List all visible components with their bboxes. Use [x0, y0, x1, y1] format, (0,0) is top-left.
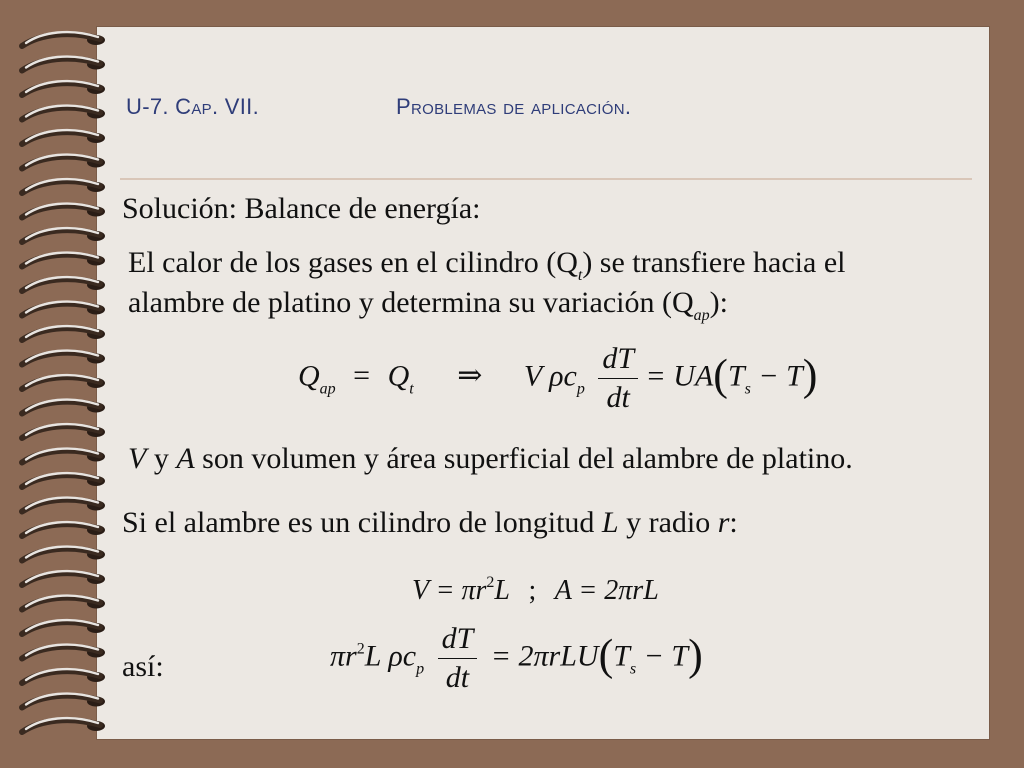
binding-ring [22, 302, 105, 316]
result-label: así: [122, 650, 164, 683]
binding-ring [22, 228, 105, 242]
binding-ring [22, 547, 105, 561]
binding-ring [22, 277, 105, 291]
header-unit: U-7. Cap. VII. [126, 94, 260, 119]
binding-ring [22, 498, 105, 512]
binding-ring [22, 179, 105, 193]
binding-ring [22, 81, 105, 95]
header-title: Problemas de aplicación. [396, 94, 632, 119]
binding-ring [22, 669, 105, 683]
binding-ring [22, 351, 105, 365]
binding-ring [22, 400, 105, 414]
binding-ring [22, 130, 105, 144]
paragraph-line-2: alambre de platino y determina su variación $(Q_{ap})$: [128, 286, 728, 324]
header-divider [120, 178, 972, 180]
binding-ring [22, 694, 105, 708]
binding-ring [22, 571, 105, 585]
variables-description: V y A son volumen y área superficial del alambre de platino. [128, 442, 853, 475]
binding-ring [22, 32, 105, 46]
binding-ring [22, 522, 105, 536]
binding-ring [22, 620, 105, 634]
paragraph-line-1: El calor de los gases en el cilindro $(Q_t)$ se transfiere hacia el [128, 246, 846, 284]
binding-ring [22, 596, 105, 610]
binding-ring [22, 204, 105, 218]
solution-heading: Solución: Balance de energía: [122, 192, 481, 225]
binding-ring [22, 106, 105, 120]
binding-ring [22, 375, 105, 389]
binding-ring [22, 449, 105, 463]
equation-result: $\pi r^2L$ $\rho c_p$ $\frac{dT}{dt}$ = $2\pi rLU(T_s - T)$ [330, 622, 703, 694]
equation-volume-area: $V = \pi r^2L$ ; A = 2πrL [412, 574, 659, 606]
binding-ring [22, 155, 105, 169]
spiral-binding [0, 0, 130, 768]
binding-ring [22, 645, 105, 659]
binding-ring [22, 473, 105, 487]
binding-ring [22, 326, 105, 340]
binding-ring [22, 718, 105, 732]
equation-energy-balance: $Q_{ap} = Q_t$ ⇒ V $\rho c_p$ $\frac{dT}{dt}$ = $UA(T_s - T)$ [298, 342, 818, 414]
binding-ring [22, 253, 105, 267]
binding-ring [22, 57, 105, 71]
cylinder-condition: Si el alambre es un cilindro de longitud L y radio r: [122, 506, 738, 539]
binding-ring [22, 424, 105, 438]
